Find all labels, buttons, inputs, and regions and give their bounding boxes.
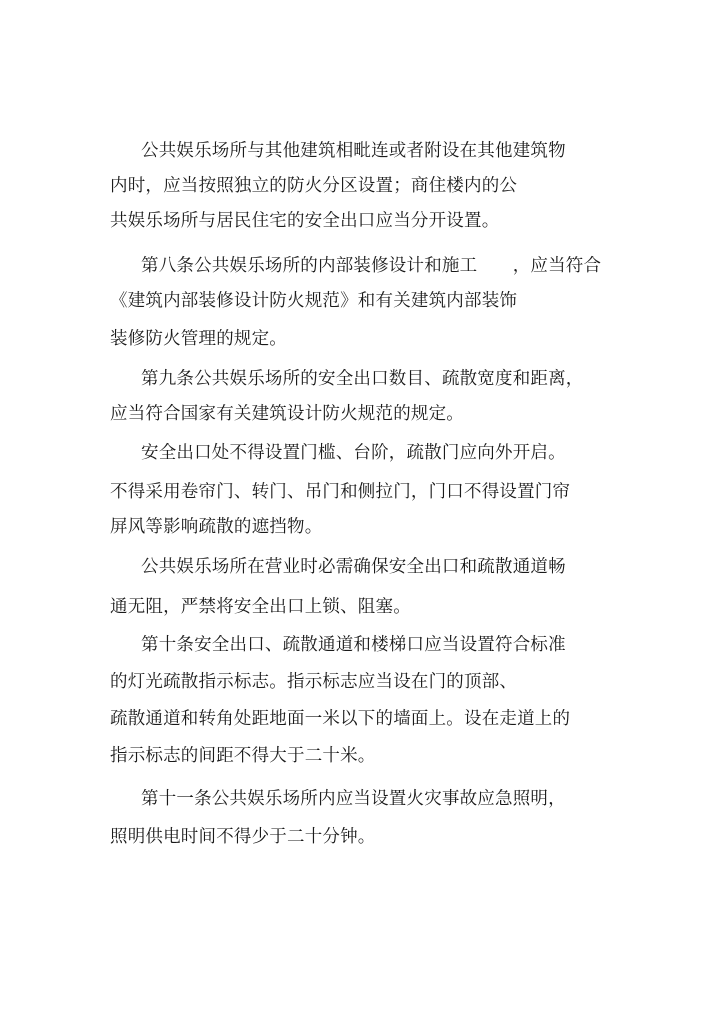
- text-line: 装修防火管理的规定。: [110, 329, 287, 349]
- text-line: 应当符合国家有关建筑设计防火规范的规定。: [110, 404, 464, 424]
- text-line: 公共娱乐场所在营业时必需确保安全出口和疏散通道畅: [141, 557, 566, 577]
- text-line: 的灯光疏散指示标志。指示标志应当设在门的顶部、: [110, 672, 518, 692]
- text-line: 公共娱乐场所与其他建筑相毗连或者附设在其他建筑物: [141, 141, 566, 161]
- text-line: 共娱乐场所与居民住宅的安全出口应当分开设置。: [110, 211, 500, 231]
- text-line: 指示标志的间距不得大于二十米。: [110, 746, 376, 766]
- text-line: 第九条公共娱乐场所的安全出口数目、疏散宽度和距离，: [141, 369, 584, 389]
- text-line: 内时，应当按照独立的防火分区设置；商住楼内的公: [110, 176, 518, 196]
- text-line: 不得采用卷帘门、转门、吊门和侧拉门，门口不得设置门帘: [110, 482, 571, 502]
- text-line: 疏散通道和转角处距地面一米以下的墙面上。设在走道上的: [110, 709, 571, 729]
- text-line: 《建筑内部装修设计防火规范》和有关建筑内部装饰: [110, 291, 518, 311]
- text-line: 通无阻，严禁将安全出口上锁、阻塞。: [110, 597, 411, 617]
- text-line: 第十一条公共娱乐场所内应当设置火灾事故应急照明，: [141, 789, 566, 809]
- text-line: 第十条安全出口、疏散通道和楼梯口应当设置符合标准: [141, 635, 566, 655]
- text-line: 第八条公共娱乐场所的内部装修设计和施工 ，应当符合: [141, 256, 602, 276]
- text-line: 安全出口处不得设置门槛、台阶，疏散门应向外开启。: [141, 443, 566, 463]
- text-line: 照明供电时间不得少于二十分钟。: [110, 827, 376, 847]
- text-line: 屏风等影响疏散的遮挡物。: [110, 517, 323, 537]
